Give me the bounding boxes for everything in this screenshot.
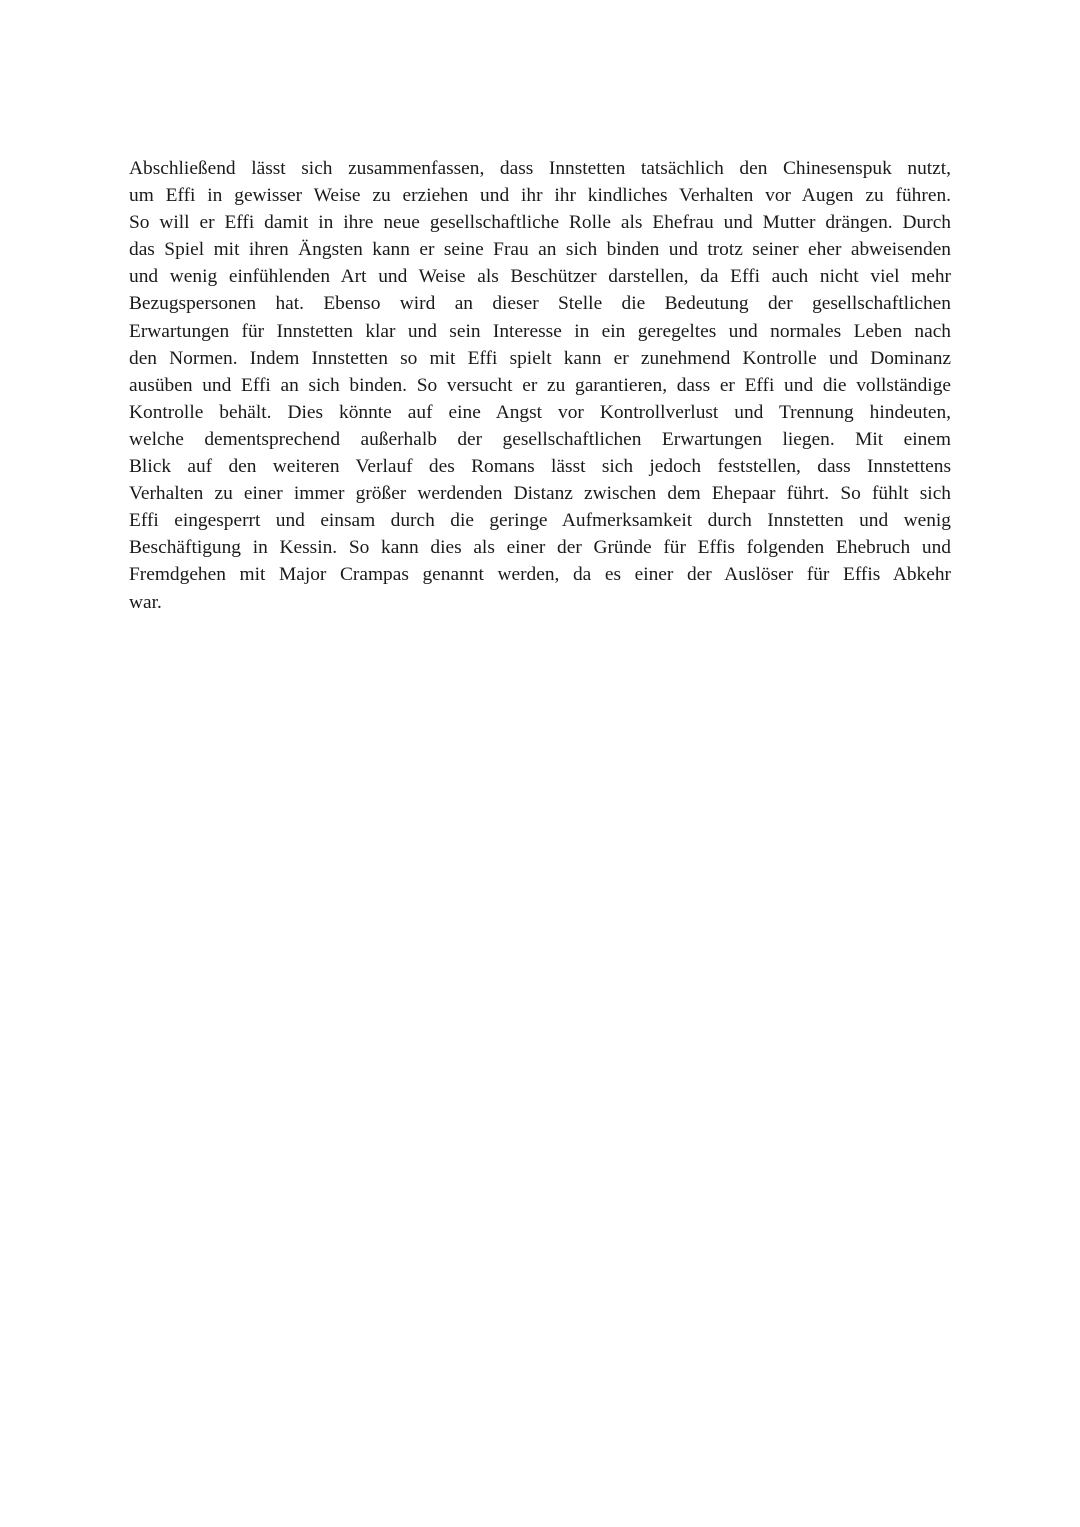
paragraph-line: war. [129, 591, 162, 613]
paragraph-line: welche dementsprechend außerhalb der gesellschaftlichen Erwartungen liegen. Mit einem [129, 428, 951, 450]
paragraph-line: den Normen. Indem Innstetten so mit Effi spielt kann er zunehmend Kontrolle und Dominanz [129, 347, 951, 369]
paragraph-line: Fremdgehen mit Major Crampas genannt werden, da es einer der Auslöser für Effis Abkehr [129, 564, 951, 586]
paragraph-line: ausüben und Effi an sich binden. So versucht er zu garantieren, dass er Effi und die vollständige [129, 374, 951, 396]
paragraph-line: und wenig einfühlenden Art und Weise als Beschützer darstellen, da Effi auch nicht viel mehr [129, 266, 951, 288]
paragraph-line: Bezugspersonen hat. Ebenso wird an dieser Stelle die Bedeutung der gesellschaftlichen [129, 293, 951, 315]
body-paragraph [129, 155, 951, 616]
paragraph-line: Erwartungen für Innstetten klar und sein Interesse in ein geregeltes und normales Leben nach [129, 320, 951, 342]
paragraph-line: Effi eingesperrt und einsam durch die geringe Aufmerksamkeit durch Innstetten und wenig [129, 510, 951, 532]
paragraph-line: Beschäftigung in Kessin. So kann dies als einer der Gründe für Effis folgenden Ehebruch und [129, 537, 951, 559]
paragraph-line: Kontrolle behält. Dies könnte auf eine Angst vor Kontrollverlust und Trennung hindeuten, [129, 401, 951, 423]
paragraph-line: Blick auf den weiteren Verlauf des Romans lässt sich jedoch feststellen, dass Innstettens [129, 456, 951, 478]
paragraph-line: Abschließend lässt sich zusammenfassen, dass Innstetten tatsächlich den Chinesenspuk nutzt, [129, 158, 951, 179]
paragraph-line: um Effi in gewisser Weise zu erziehen und ihr ihr kindliches Verhalten vor Augen zu führen. [129, 185, 951, 207]
paragraph-line: das Spiel mit ihren Ängsten kann er seine Frau an sich binden und trotz seiner eher abweisenden [129, 239, 951, 261]
paragraph-line: So will er Effi damit in ihre neue gesellschaftliche Rolle als Ehefrau und Mutter drängen. Durch [129, 212, 951, 234]
paragraph-line: Verhalten zu einer immer größer werdenden Distanz zwischen dem Ehepaar führt. So fühlt sich [129, 483, 951, 505]
